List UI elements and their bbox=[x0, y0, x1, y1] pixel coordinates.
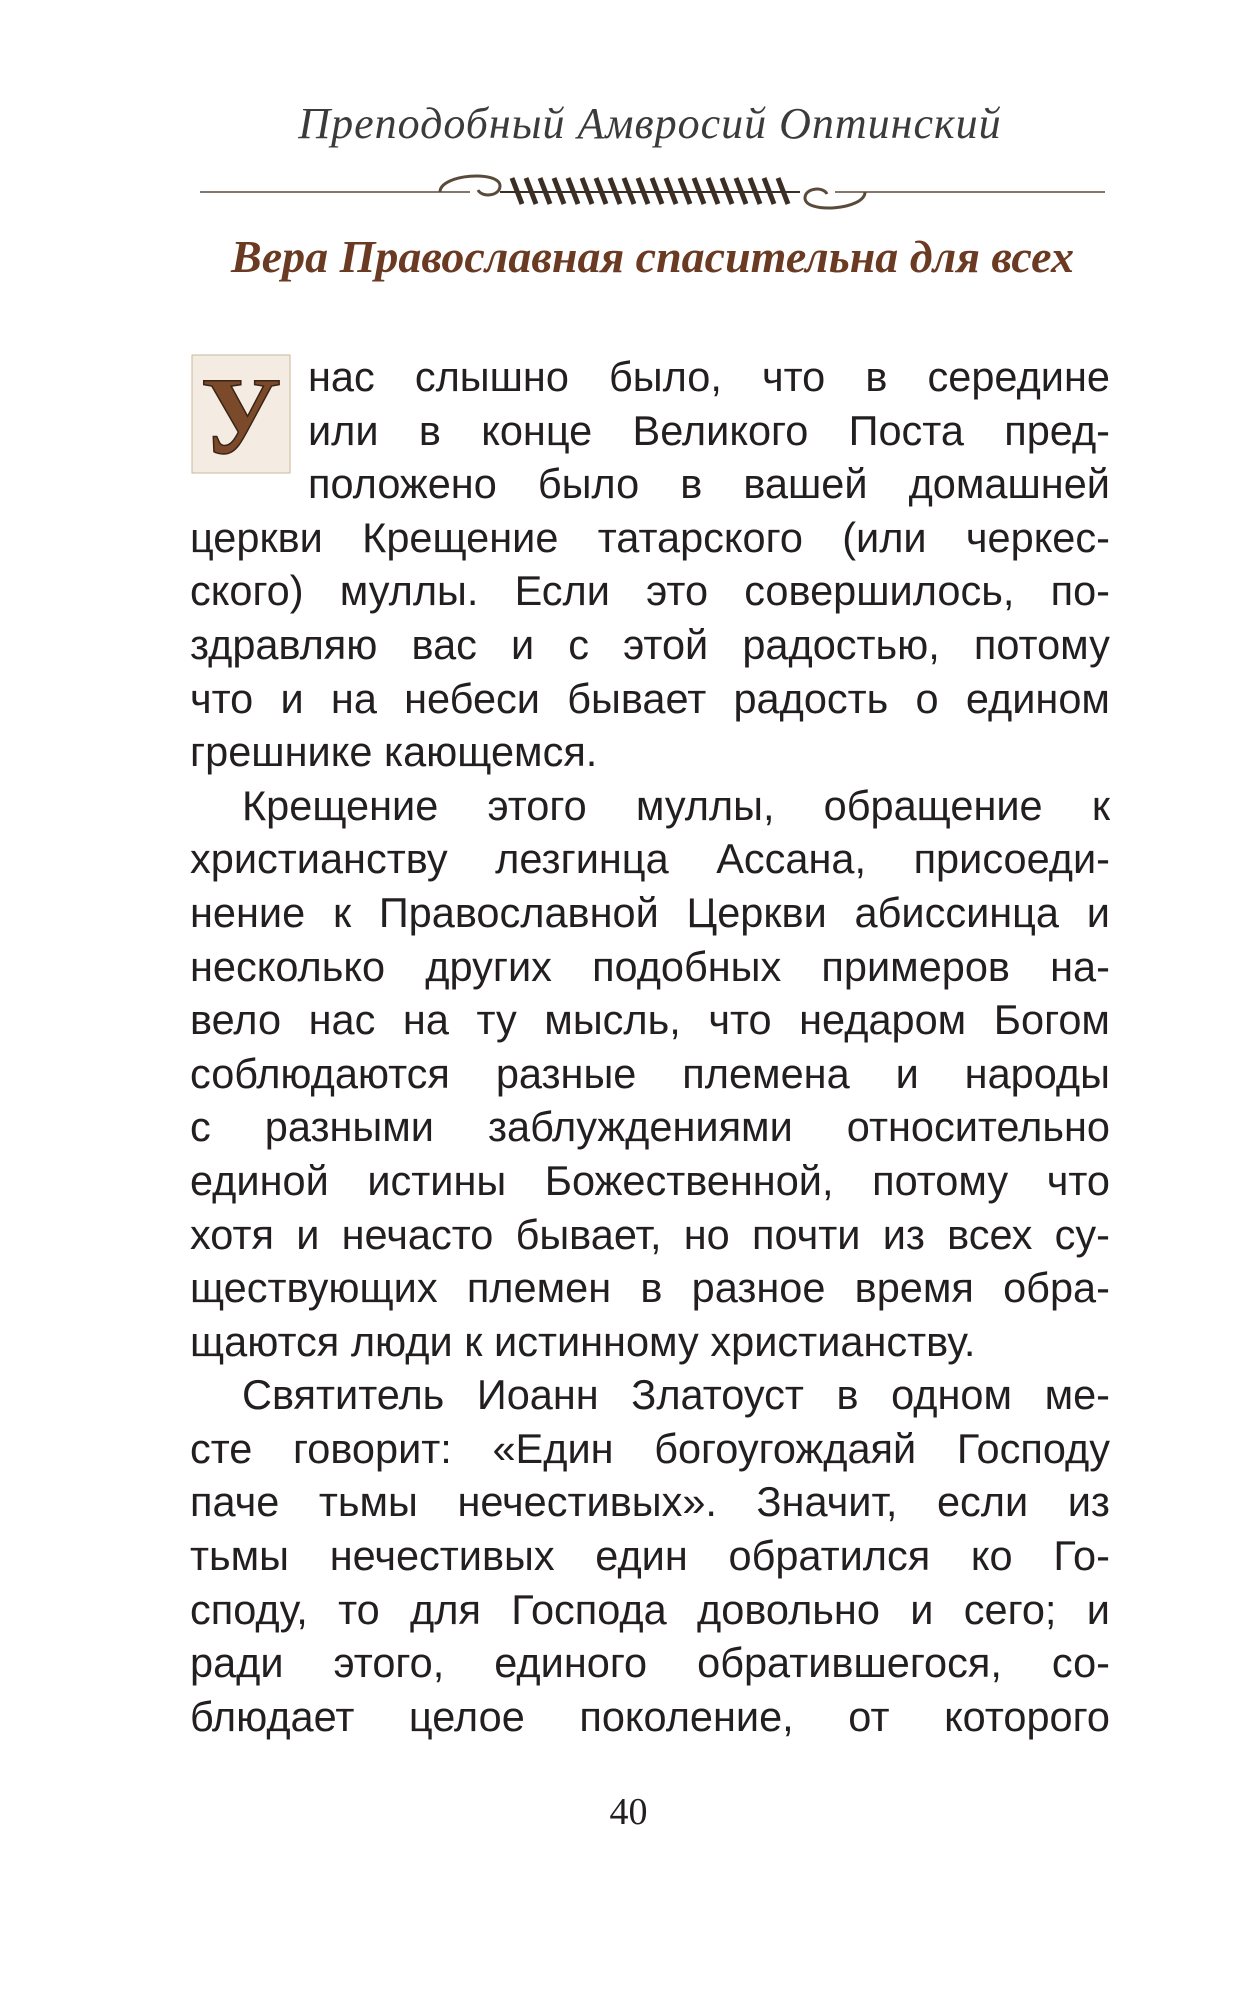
word: небеси bbox=[404, 674, 540, 722]
text-line bbox=[190, 1047, 1110, 1101]
text-line bbox=[190, 779, 1110, 833]
word: подобных bbox=[592, 942, 782, 990]
word: вело bbox=[190, 996, 282, 1044]
word: Златоуст bbox=[631, 1371, 804, 1419]
word: было bbox=[537, 460, 640, 508]
word: с bbox=[190, 1103, 211, 1151]
word: Божественной, bbox=[544, 1156, 834, 1204]
text-line bbox=[190, 1529, 1110, 1583]
text-line bbox=[190, 404, 1110, 458]
text-line bbox=[190, 1475, 1110, 1529]
word: мысль, bbox=[544, 996, 681, 1044]
word: ту bbox=[476, 996, 517, 1044]
word: нечестивых bbox=[329, 1532, 555, 1580]
word: недаром bbox=[799, 996, 967, 1044]
word: су- bbox=[1054, 1210, 1110, 1258]
word: Святитель bbox=[242, 1371, 445, 1419]
word: поколение, bbox=[579, 1692, 794, 1740]
word: и bbox=[1086, 1585, 1110, 1633]
text-line bbox=[190, 1208, 1110, 1262]
text-line bbox=[190, 1315, 1110, 1369]
text-line bbox=[190, 886, 1110, 940]
word: Го- bbox=[1053, 1532, 1110, 1580]
word: Иоанн bbox=[476, 1371, 599, 1419]
word: то bbox=[338, 1585, 380, 1633]
text-line bbox=[190, 672, 1110, 726]
word: в bbox=[836, 1371, 859, 1419]
word: в bbox=[418, 406, 441, 454]
word: положено bbox=[308, 460, 497, 508]
word: муллы, bbox=[635, 781, 775, 829]
word: Крещение bbox=[242, 781, 439, 829]
word: обратился bbox=[728, 1532, 931, 1580]
text-line bbox=[190, 1422, 1110, 1476]
word: нечестивых». bbox=[457, 1478, 717, 1526]
word: люди bbox=[350, 1317, 453, 1365]
word: ществующих bbox=[190, 1264, 438, 1312]
word: христианству. bbox=[710, 1317, 976, 1365]
drop-cap-glyph: У bbox=[200, 355, 282, 475]
word: (или bbox=[842, 513, 927, 561]
word: довольно bbox=[697, 1585, 880, 1633]
word: едином bbox=[965, 674, 1110, 722]
word: единой bbox=[190, 1156, 329, 1204]
word: истинному bbox=[494, 1317, 699, 1365]
word: народы bbox=[964, 1049, 1110, 1097]
word: ради bbox=[190, 1639, 284, 1687]
word: и bbox=[1086, 888, 1110, 936]
word: Церкви bbox=[686, 888, 827, 936]
word: заблуждениями bbox=[487, 1103, 793, 1151]
word: слышно bbox=[414, 353, 569, 400]
word: что bbox=[190, 674, 254, 722]
word: обращение bbox=[823, 781, 1043, 829]
word: из bbox=[882, 1210, 925, 1258]
text-line bbox=[190, 564, 1110, 618]
word: лезгинца bbox=[495, 835, 669, 883]
word: на- bbox=[1050, 942, 1110, 990]
word: татарского bbox=[597, 513, 803, 561]
word: паче bbox=[190, 1478, 280, 1526]
word: разное bbox=[691, 1264, 826, 1312]
word: от bbox=[848, 1692, 890, 1740]
text-line bbox=[190, 1583, 1110, 1637]
word: и bbox=[511, 620, 535, 668]
word: церкви bbox=[190, 513, 323, 561]
word: обратившегося, bbox=[697, 1639, 1002, 1687]
word: грешнике bbox=[190, 728, 373, 776]
word: для bbox=[410, 1585, 481, 1633]
word: пред- bbox=[1004, 406, 1110, 454]
word: тьмы bbox=[190, 1532, 289, 1580]
word: бывает, bbox=[515, 1210, 662, 1258]
word: Господа bbox=[511, 1585, 667, 1633]
word: совершилось, bbox=[744, 567, 1015, 615]
text-line bbox=[190, 1100, 1110, 1154]
word: споду, bbox=[190, 1585, 308, 1633]
text-line bbox=[190, 350, 1110, 404]
word: нас bbox=[308, 353, 375, 400]
text-line bbox=[190, 993, 1110, 1047]
word: нас bbox=[308, 996, 376, 1044]
word: несколько bbox=[190, 942, 386, 990]
word: из bbox=[1067, 1478, 1110, 1526]
word: вашей bbox=[743, 460, 868, 508]
word: абиссинца bbox=[854, 888, 1060, 936]
word: в bbox=[640, 1264, 663, 1312]
word: Значит, bbox=[756, 1478, 898, 1526]
word: которого bbox=[944, 1692, 1110, 1740]
word: блюдает bbox=[190, 1692, 355, 1740]
word: и bbox=[910, 1585, 934, 1633]
word: радостью, bbox=[742, 620, 940, 668]
word: Богом bbox=[993, 996, 1110, 1044]
word: Ассана, bbox=[716, 835, 867, 883]
word: потому bbox=[973, 620, 1110, 668]
word: Великого bbox=[632, 406, 809, 454]
text-line bbox=[190, 725, 1110, 779]
word: племен bbox=[466, 1264, 612, 1312]
word: здравляю bbox=[190, 620, 378, 668]
word: Господу bbox=[956, 1424, 1110, 1472]
word: тьмы bbox=[318, 1478, 418, 1526]
word: к bbox=[1091, 781, 1110, 829]
word: Поста bbox=[848, 406, 964, 454]
word: хотя bbox=[190, 1210, 274, 1258]
word: что bbox=[762, 353, 826, 400]
word: с bbox=[568, 620, 590, 668]
word: в bbox=[680, 460, 703, 508]
word: одном bbox=[891, 1371, 1012, 1419]
word: или bbox=[308, 406, 379, 454]
word: целое bbox=[408, 1692, 525, 1740]
word: богоугождаяй bbox=[654, 1424, 917, 1472]
word: это bbox=[646, 567, 709, 615]
word: ко bbox=[970, 1532, 1013, 1580]
word: что bbox=[1046, 1156, 1110, 1204]
word: этой bbox=[623, 620, 709, 668]
word: присоеди- bbox=[913, 835, 1110, 883]
running-head: Преподобный Амвросий Оптинский bbox=[298, 99, 1002, 148]
word: нечасто bbox=[341, 1210, 494, 1258]
word: радость bbox=[733, 674, 889, 722]
word: к bbox=[332, 888, 352, 936]
word: ского) bbox=[190, 567, 304, 615]
page-number: 40 bbox=[609, 1791, 648, 1833]
word: что bbox=[708, 996, 772, 1044]
word: и bbox=[895, 1049, 919, 1097]
word: сего; bbox=[963, 1585, 1057, 1633]
word: домашней bbox=[908, 460, 1110, 508]
word: и bbox=[280, 674, 304, 722]
word: «Един bbox=[492, 1424, 614, 1472]
word: на bbox=[402, 996, 449, 1044]
word: племена bbox=[682, 1049, 850, 1097]
text-line bbox=[190, 511, 1110, 565]
word: было, bbox=[609, 353, 722, 400]
word: по- bbox=[1050, 567, 1110, 615]
word: к bbox=[464, 1317, 483, 1365]
word: един bbox=[595, 1532, 688, 1580]
word: и bbox=[296, 1210, 320, 1258]
word: муллы. bbox=[339, 567, 479, 615]
chapter-title: Вера Православная спасительна для всех bbox=[231, 231, 1074, 282]
word: середине bbox=[927, 353, 1110, 400]
word: соблюдаются bbox=[190, 1049, 450, 1097]
word: говорит: bbox=[293, 1424, 452, 1472]
word: время bbox=[854, 1264, 974, 1312]
word: со- bbox=[1051, 1639, 1110, 1687]
word: вас bbox=[411, 620, 477, 668]
word: на bbox=[330, 674, 377, 722]
word: разными bbox=[264, 1103, 434, 1151]
word: этого bbox=[487, 781, 587, 829]
text-line bbox=[190, 832, 1110, 886]
word: потому bbox=[872, 1156, 1009, 1204]
word: Крещение bbox=[362, 513, 559, 561]
text-line bbox=[190, 1636, 1110, 1690]
text-line bbox=[190, 1154, 1110, 1208]
word: сте bbox=[190, 1424, 253, 1472]
word: но bbox=[683, 1210, 730, 1258]
word: Если bbox=[514, 567, 610, 615]
word: других bbox=[425, 942, 552, 990]
text-line bbox=[190, 457, 1110, 511]
text-line bbox=[190, 1368, 1110, 1422]
word: ме- bbox=[1044, 1371, 1110, 1419]
word: истины bbox=[367, 1156, 507, 1204]
word: почти bbox=[751, 1210, 861, 1258]
word: этого, bbox=[333, 1639, 445, 1687]
word: разные bbox=[495, 1049, 637, 1097]
word: о bbox=[915, 674, 939, 722]
word: бывает bbox=[567, 674, 707, 722]
ornament-divider bbox=[200, 162, 1105, 222]
text-line bbox=[190, 618, 1110, 672]
word: христианству bbox=[190, 835, 448, 883]
body-text bbox=[190, 350, 1110, 1743]
word: в bbox=[865, 353, 888, 400]
text-line bbox=[190, 1690, 1110, 1744]
text-line bbox=[190, 940, 1110, 994]
word: щаются bbox=[190, 1317, 340, 1365]
word: Православной bbox=[378, 888, 659, 936]
text-line bbox=[190, 1261, 1110, 1315]
word: относительно bbox=[846, 1103, 1110, 1151]
word: черкес- bbox=[965, 513, 1110, 561]
word: если bbox=[936, 1478, 1029, 1526]
word: всех bbox=[947, 1210, 1033, 1258]
word: обра- bbox=[1003, 1264, 1110, 1312]
word: кающемся. bbox=[384, 728, 598, 776]
word: единого bbox=[494, 1639, 648, 1687]
word: конце bbox=[481, 406, 593, 454]
word: примеров bbox=[821, 942, 1010, 990]
word: нение bbox=[190, 888, 306, 936]
